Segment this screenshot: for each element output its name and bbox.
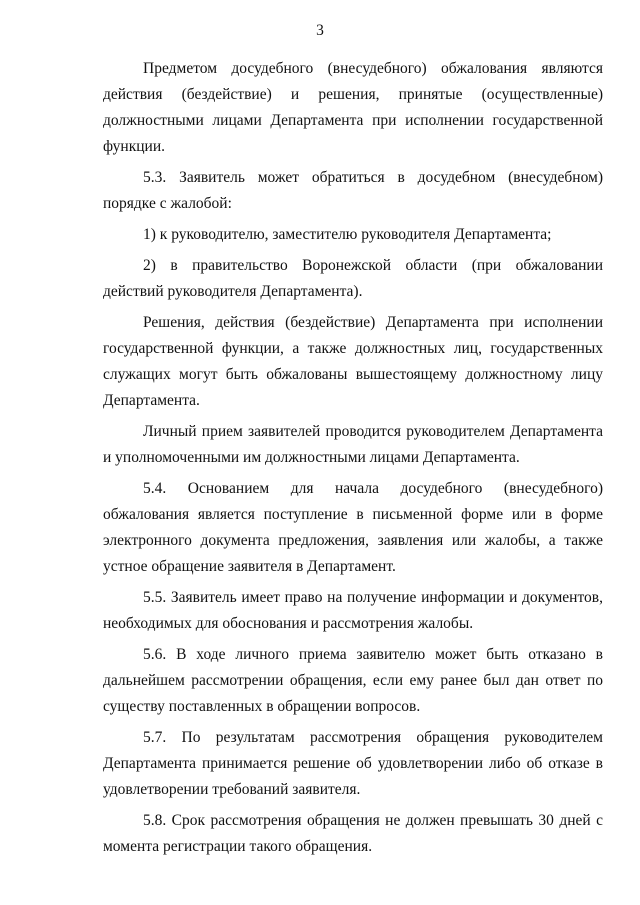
list-item-1: 1) к руководителю, заместителю руководителя Департамента; xyxy=(143,226,552,243)
page-number: 3 xyxy=(316,22,324,39)
paragraph-5-5: 5.5. Заявитель имеет право на получение информации и документов, необходимых для обоснования и рассмотрения жалобы. xyxy=(103,589,603,632)
paragraph-5-4: 5.4. Основанием для начала досудебного (внесудебного) обжалования является поступление в письменной форме или в форме электронного документа предложения, заявления или жалобы, а также устное обращение заявителя в Департамент. xyxy=(103,480,603,575)
paragraph-personal-reception: Личный прием заявителей проводится руководителем Департамента и уполномоченными им должностными лицами Департамента. xyxy=(103,423,603,466)
paragraph-5-3: 5.3. Заявитель может обратиться в досудебном (внесудебном) порядке с жалобой: xyxy=(103,169,603,212)
paragraph-5-8: 5.8. Срок рассмотрения обращения не должен превышать 30 дней с момента регистрации такого обращения. xyxy=(103,812,603,855)
list-item-2: 2) в правительство Воронежской области (при обжаловании действий руководителя Департамента). xyxy=(103,257,603,300)
paragraph-5-6: 5.6. В ходе личного приема заявителю может быть отказано в дальнейшем рассмотрении обращения, если ему ранее был дан ответ по существу поставленных в обращении вопросов. xyxy=(103,646,603,715)
paragraph-appeal-subject: Предметом досудебного (внесудебного) обжалования являются действия (бездействие) и решения, принятые (осуществленные) должностными лицами Департамента при исполнении государственной функции. xyxy=(103,60,603,155)
document-body xyxy=(103,56,603,865)
paragraph-decisions-appeal: Решения, действия (бездействие) Департамента при исполнении государственной функции, а также должностных лиц, государственных служащих могут быть обжалованы вышестоящему должностному лицу Департамента. xyxy=(103,314,603,409)
paragraph-5-7: 5.7. По результатам рассмотрения обращения руководителем Департамента принимается решение об удовлетворении либо об отказе в удовлетворении требований заявителя. xyxy=(103,729,603,798)
